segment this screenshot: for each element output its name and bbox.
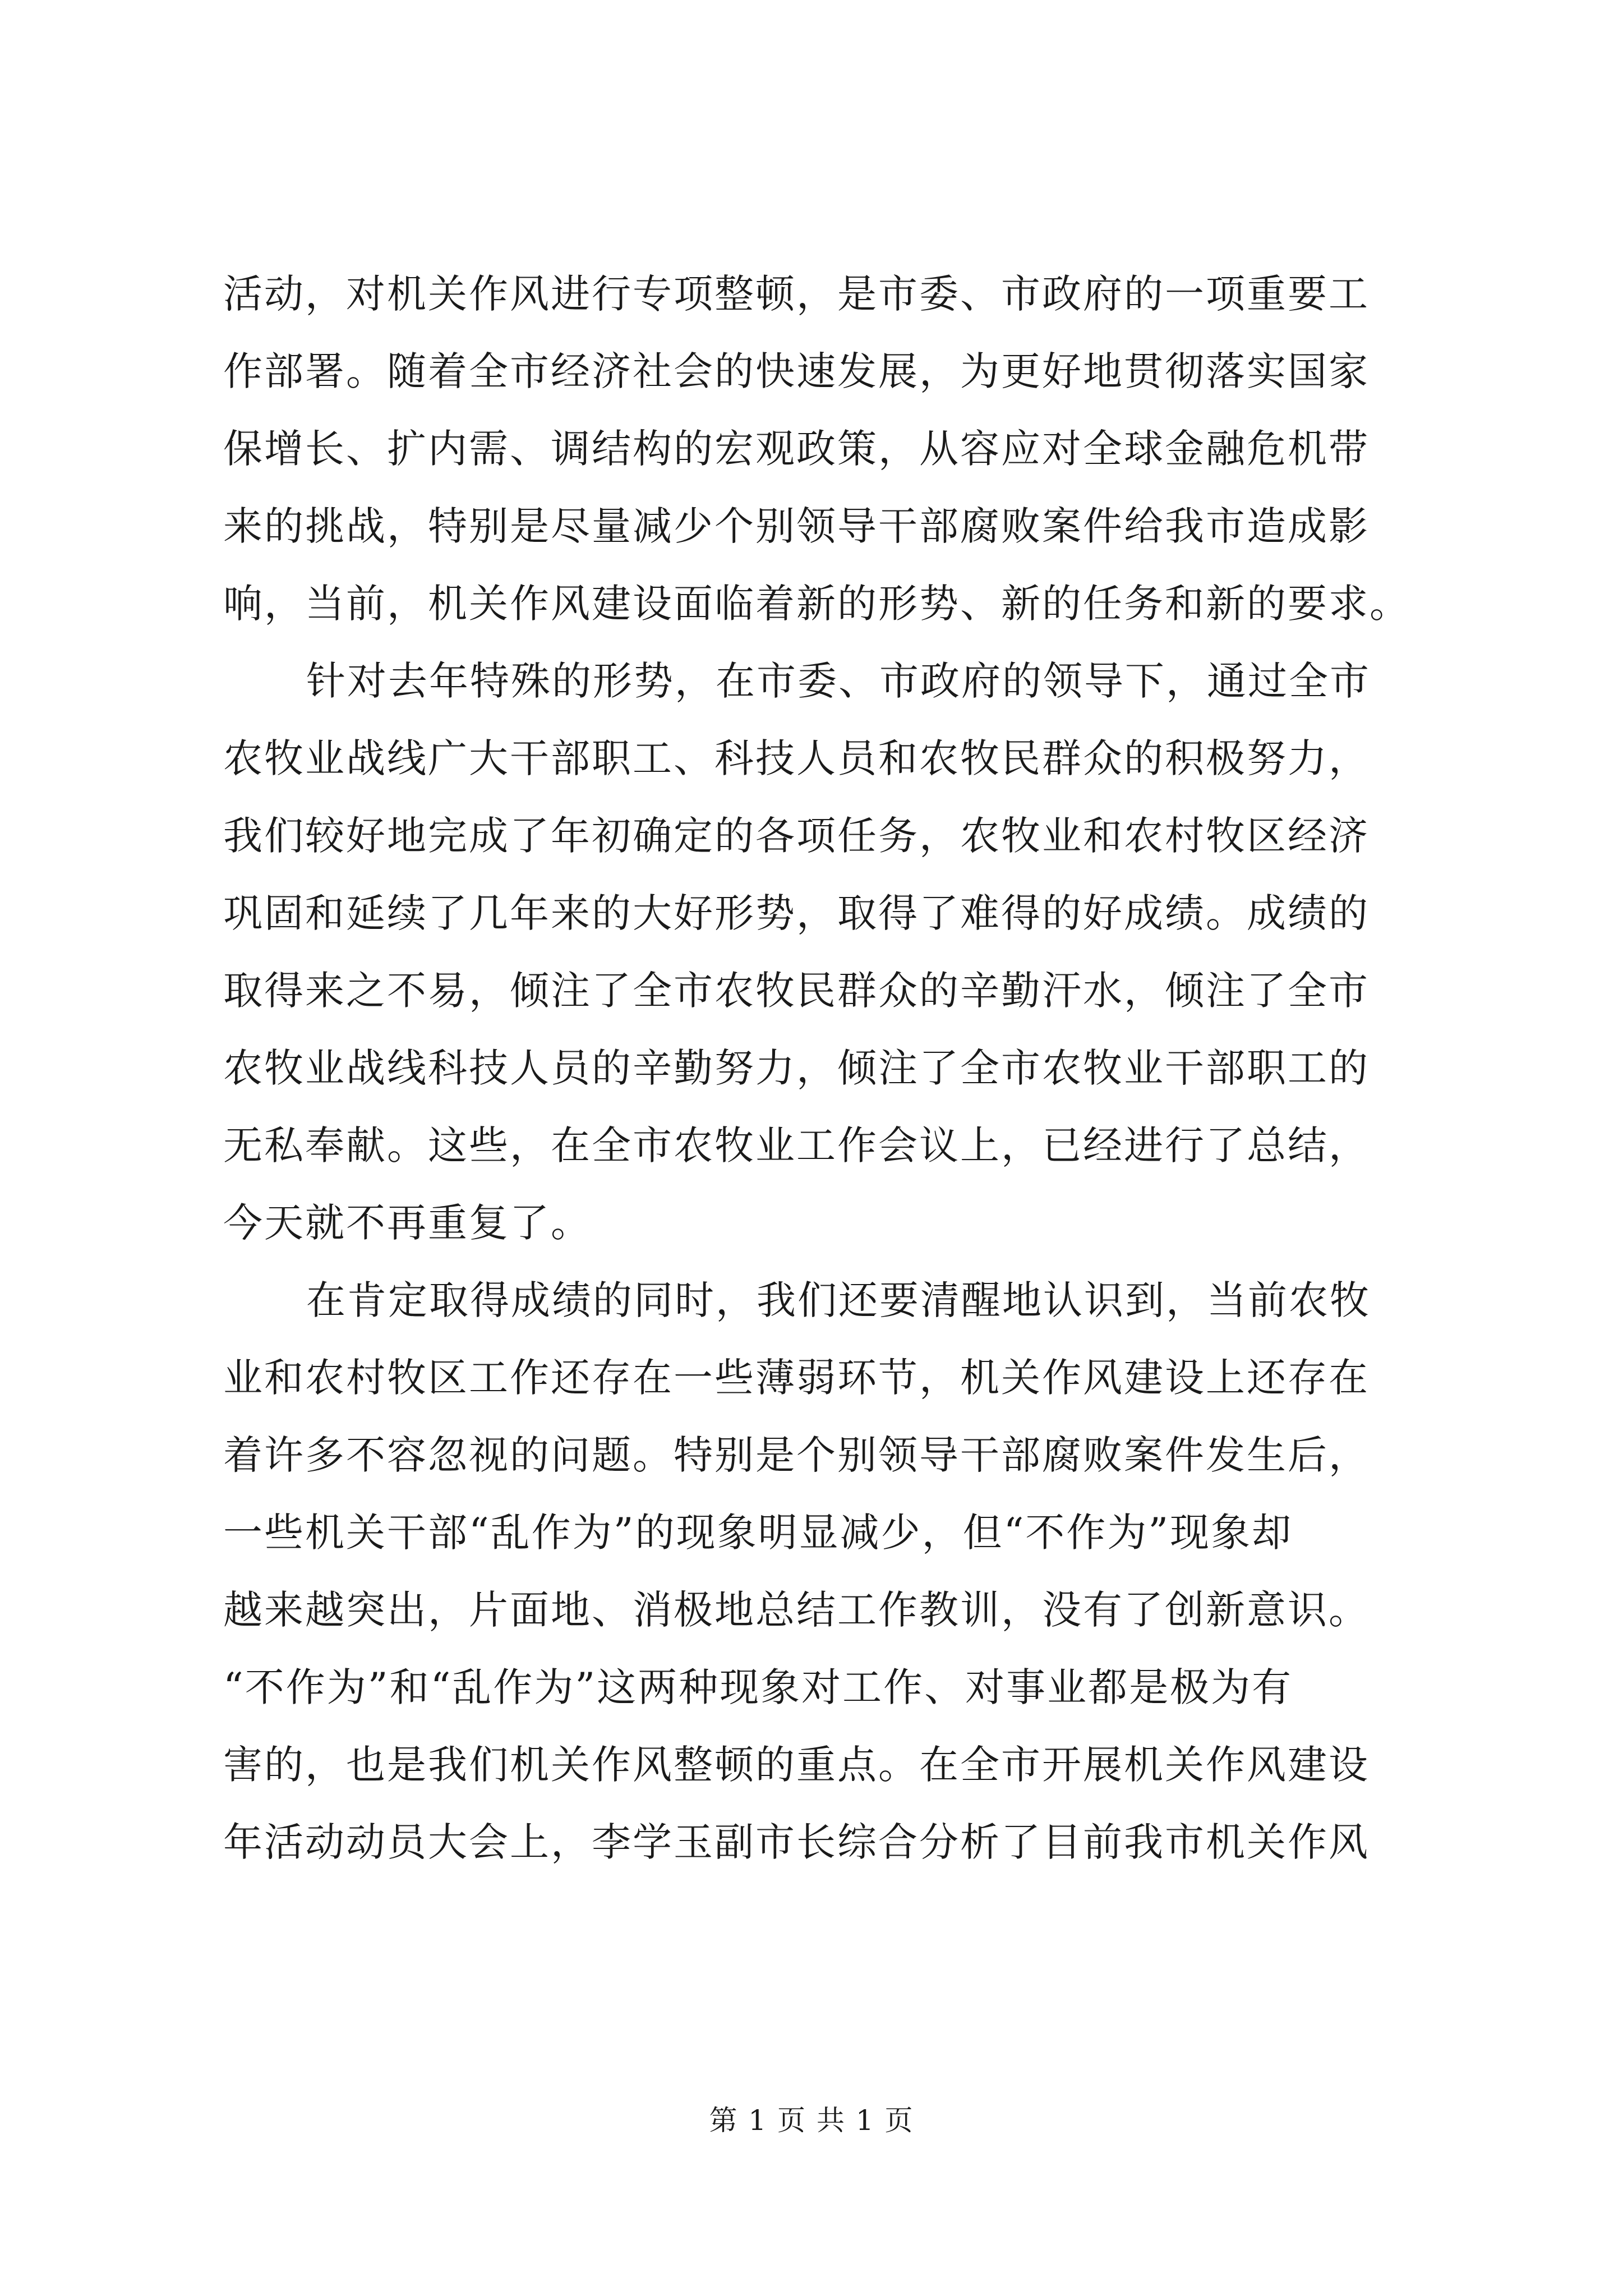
- text-line: 保增长、扩内需、调结构的宏观政策，从容应对全球金融危机带: [223, 426, 1370, 472]
- text-line: 业和农村牧区工作还存在一些薄弱环节，机关作风建设上还存在: [223, 1355, 1370, 1401]
- text-line: 越来越突出，片面地、消极地总结工作教训，没有了创新意识。: [223, 1587, 1370, 1633]
- text-line: 今天就不再重复了。: [223, 1200, 592, 1246]
- text-line: 巩固和延续了几年来的大好形势，取得了难得的好成绩。成绩的: [223, 890, 1370, 936]
- paragraph-first-line: 针对去年特殊的形势，在市委、市政府的领导下，通过全市: [306, 658, 1371, 704]
- page-number-footer: 第 1 页 共 1 页: [709, 2104, 914, 2137]
- document-body: [223, 255, 1446, 1881]
- text-line: 取得来之不易，倾注了全市农牧民群众的辛勤汗水，倾注了全市: [223, 968, 1370, 1014]
- text-line: 害的，也是我们机关作风整顿的重点。在全市开展机关作风建设: [223, 1742, 1370, 1788]
- text-line: 无私奉献。这些，在全市农牧业工作会议上，已经进行了总结，: [223, 1122, 1370, 1168]
- text-line: 我们较好地完成了年初确定的各项任务，农牧业和农村牧区经济: [223, 813, 1370, 859]
- paragraph-first-line: 在肯定取得成绩的同时，我们还要清醒地认识到，当前农牧: [306, 1277, 1371, 1323]
- text-line: 活动，对机关作风进行专项整顿，是市委、市政府的一项重要工: [223, 271, 1370, 317]
- text-line: 作部署。随着全市经济社会的快速发展，为更好地贯彻落实国家: [223, 348, 1370, 394]
- text-line: 来的挑战，特别是尽量减少个别领导干部腐败案件给我市造成影: [223, 503, 1370, 549]
- text-line: 一些机关干部“乱作为”的现象明显减少，但“不作为”现象却: [223, 1510, 1293, 1556]
- text-line: 着许多不容忽视的问题。特别是个别领导干部腐败案件发生后，: [223, 1432, 1370, 1478]
- text-line: 农牧业战线科技人员的辛勤努力，倾注了全市农牧业干部职工的: [223, 1045, 1370, 1091]
- text-line: 响，当前，机关作风建设面临着新的形势、新的任务和新的要求。: [223, 581, 1410, 627]
- text-line: “不作为”和“乱作为”这两种现象对工作、对事业都是极为有: [223, 1664, 1293, 1710]
- text-line: 年活动动员大会上，李学玉副市长综合分析了目前我市机关作风: [223, 1819, 1370, 1865]
- text-line: 农牧业战线广大干部职工、科技人员和农牧民群众的积极努力，: [223, 735, 1370, 781]
